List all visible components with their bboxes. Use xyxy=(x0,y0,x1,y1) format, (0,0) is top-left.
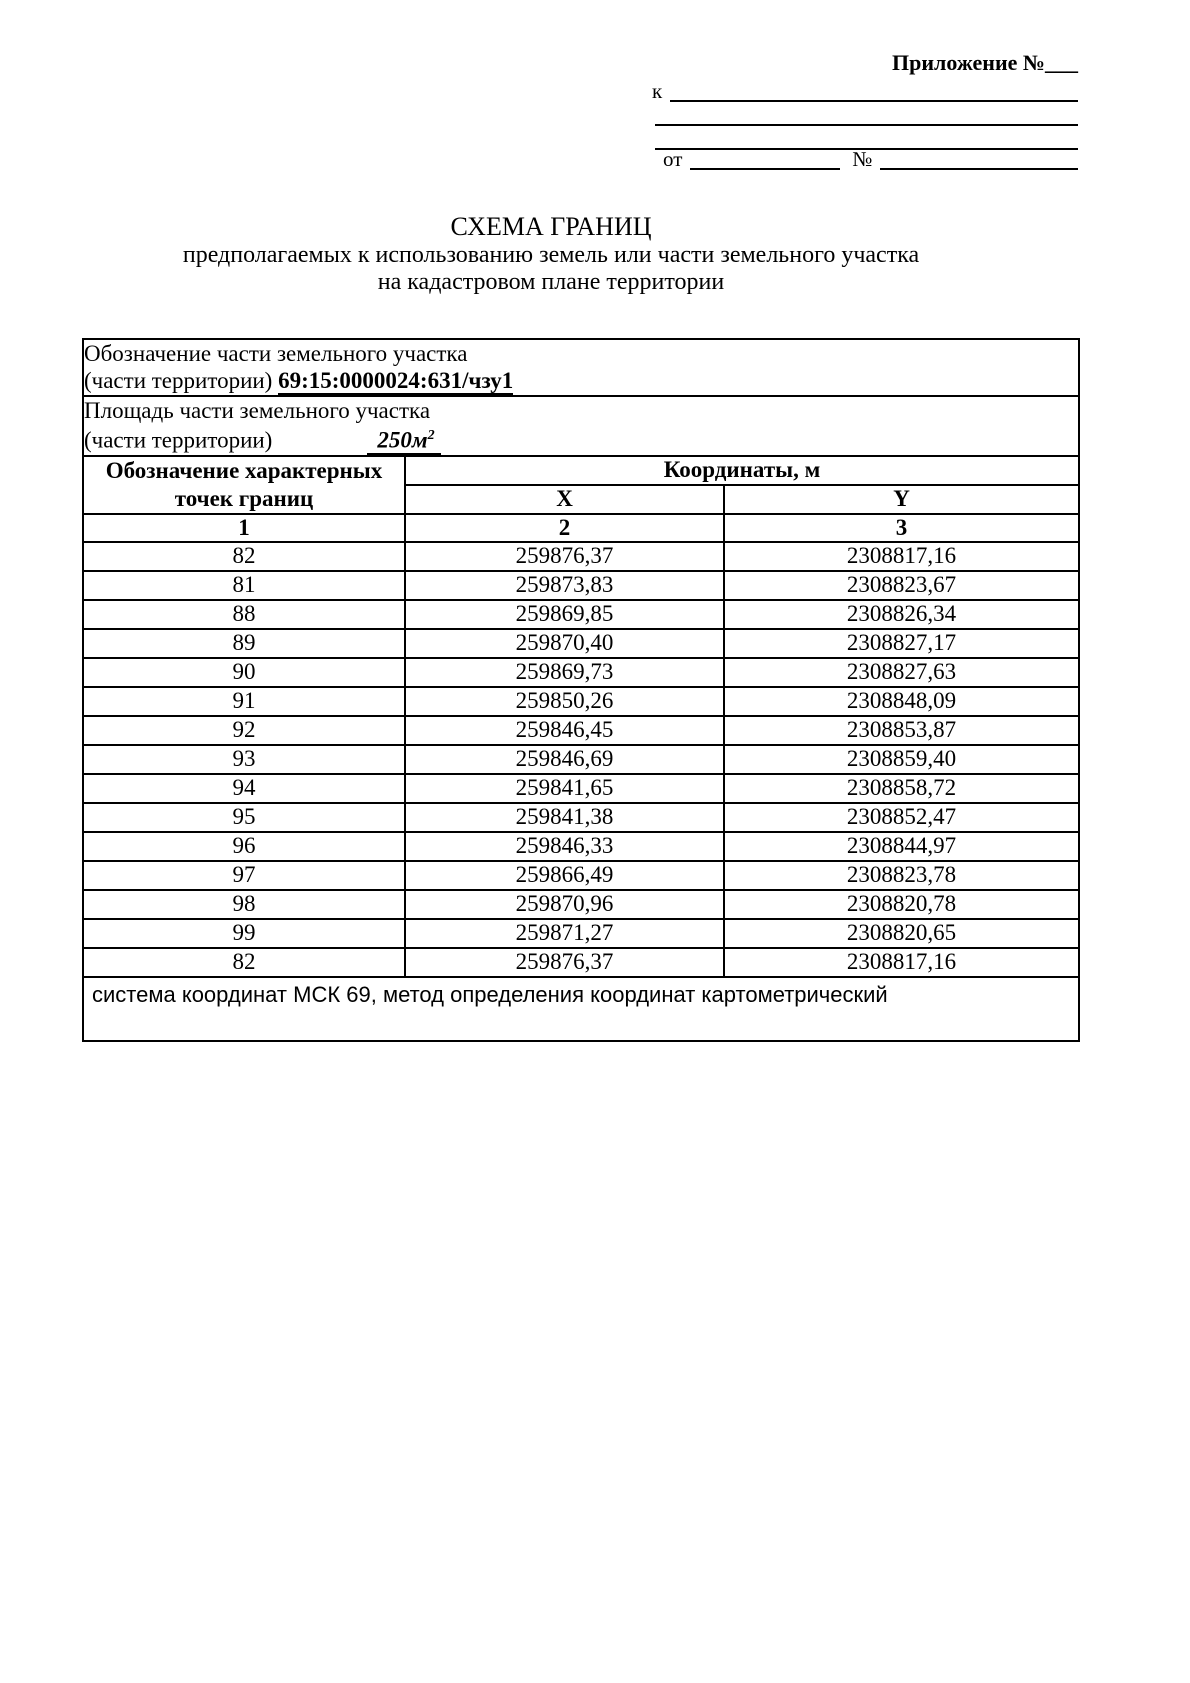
number-sign-label: № xyxy=(852,147,873,171)
x-cell: 259846,45 xyxy=(405,716,724,745)
y-header-cell: Y xyxy=(724,485,1079,514)
x-cell: 259850,26 xyxy=(405,687,724,716)
y-cell: 2308823,78 xyxy=(724,861,1079,890)
x-cell: 259841,65 xyxy=(405,774,724,803)
y-cell: 2308858,72 xyxy=(724,774,1079,803)
table-row xyxy=(83,832,1079,861)
area-label-line2: (части территории) $250м^2$ xyxy=(84,424,1078,455)
table-row xyxy=(83,948,1079,977)
x-cell: 259846,33 xyxy=(405,832,724,861)
point-cell: 99 xyxy=(83,919,405,948)
table-row xyxy=(83,919,1079,948)
point-cell: 89 xyxy=(83,629,405,658)
x-cell: 259870,40 xyxy=(405,629,724,658)
y-cell: 2308852,47 xyxy=(724,803,1079,832)
coordinates-header-cell: Координаты, м xyxy=(405,456,1079,485)
area-value: $250м^2$ xyxy=(367,424,440,455)
designation-label-line2: (части территории) 69:15:0000024:631/чзу1 xyxy=(84,368,514,393)
column-number-cell: 1 xyxy=(83,514,405,542)
area-label-line1: Площадь части земельного участка xyxy=(84,398,431,423)
point-cell: 88 xyxy=(83,600,405,629)
x-cell: 259841,38 xyxy=(405,803,724,832)
point-cell: 82 xyxy=(83,542,405,571)
table-row xyxy=(83,716,1079,745)
y-cell: 2308859,40 xyxy=(724,745,1079,774)
point-cell: 98 xyxy=(83,890,405,919)
point-cell: 81 xyxy=(83,571,405,600)
attachment-from-line xyxy=(663,146,1078,170)
y-cell: 2308817,16 xyxy=(724,948,1079,977)
attachment-to-line xyxy=(652,78,1078,102)
title-line-2: предполагаемых к использованию земель или части земельного участка xyxy=(182,242,920,268)
y-cell: 2308820,65 xyxy=(724,919,1079,948)
table-row xyxy=(83,745,1079,774)
blank-underline xyxy=(670,78,1078,102)
title-line-3: на кадастровом плане территории xyxy=(377,269,725,295)
from-date-underline xyxy=(690,146,840,170)
table-row xyxy=(83,600,1079,629)
x-cell: 259876,37 xyxy=(405,542,724,571)
y-cell: 2308827,17 xyxy=(724,629,1079,658)
y-cell: 2308853,87 xyxy=(724,716,1079,745)
point-cell: 90 xyxy=(83,658,405,687)
point-cell: 91 xyxy=(83,687,405,716)
coordinate-system-note-cell: система координат МСК 69, метод определения координат картометрический xyxy=(83,977,1079,1041)
x-cell: 259870,96 xyxy=(405,890,724,919)
designation-cell xyxy=(83,339,1079,396)
x-cell: 259871,27 xyxy=(405,919,724,948)
point-cell: 97 xyxy=(83,861,405,890)
boundaries-table xyxy=(82,338,1080,1042)
table-row xyxy=(83,629,1079,658)
y-cell: 2308820,78 xyxy=(724,890,1079,919)
column-numbers-row xyxy=(83,514,1079,542)
y-cell: 2308826,34 xyxy=(724,600,1079,629)
table-row xyxy=(83,658,1079,687)
x-cell: 259876,37 xyxy=(405,948,724,977)
x-cell: 259866,49 xyxy=(405,861,724,890)
point-cell: 95 xyxy=(83,803,405,832)
y-cell: 2308827,63 xyxy=(724,658,1079,687)
to-label: к xyxy=(652,79,663,103)
table-row xyxy=(83,861,1079,890)
column-number-cell: 3 xyxy=(724,514,1079,542)
title-line-1: СХЕМА ГРАНИЦ xyxy=(450,212,652,241)
document-title xyxy=(20,212,1082,296)
designation-row xyxy=(83,339,1079,396)
point-cell: 92 xyxy=(83,716,405,745)
x-header-cell: X xyxy=(405,485,724,514)
appendix-label: Приложение №___ xyxy=(892,50,1078,75)
area-row xyxy=(83,396,1079,456)
y-cell: 2308817,16 xyxy=(724,542,1079,571)
number-underline xyxy=(880,146,1078,170)
coords-header-row xyxy=(83,456,1079,485)
y-cell: 2308848,09 xyxy=(724,687,1079,716)
designation-label-line1: Обозначение части земельного участка xyxy=(84,341,468,366)
table-row xyxy=(83,542,1079,571)
area-cell xyxy=(83,396,1079,456)
y-cell: 2308844,97 xyxy=(724,832,1079,861)
y-cell: 2308823,67 xyxy=(724,571,1079,600)
table-row xyxy=(83,571,1079,600)
table-row xyxy=(83,774,1079,803)
point-cell: 82 xyxy=(83,948,405,977)
point-cell: 96 xyxy=(83,832,405,861)
x-cell: 259869,73 xyxy=(405,658,724,687)
table-row xyxy=(83,803,1079,832)
point-cell: 93 xyxy=(83,745,405,774)
x-cell: 259869,85 xyxy=(405,600,724,629)
attachment-blank-line-1 xyxy=(655,102,1078,126)
column-number-cell: 2 xyxy=(405,514,724,542)
point-cell: 94 xyxy=(83,774,405,803)
table-row xyxy=(83,687,1079,716)
note-row xyxy=(83,977,1079,1041)
x-cell: 259846,69 xyxy=(405,745,724,774)
table-row xyxy=(83,890,1079,919)
x-cell: 259873,83 xyxy=(405,571,724,600)
points-header-cell: Обозначение характерных точек границ xyxy=(83,456,405,514)
designation-value: 69:15:0000024:631/чзу1 xyxy=(278,368,514,393)
from-label: от xyxy=(663,147,683,171)
